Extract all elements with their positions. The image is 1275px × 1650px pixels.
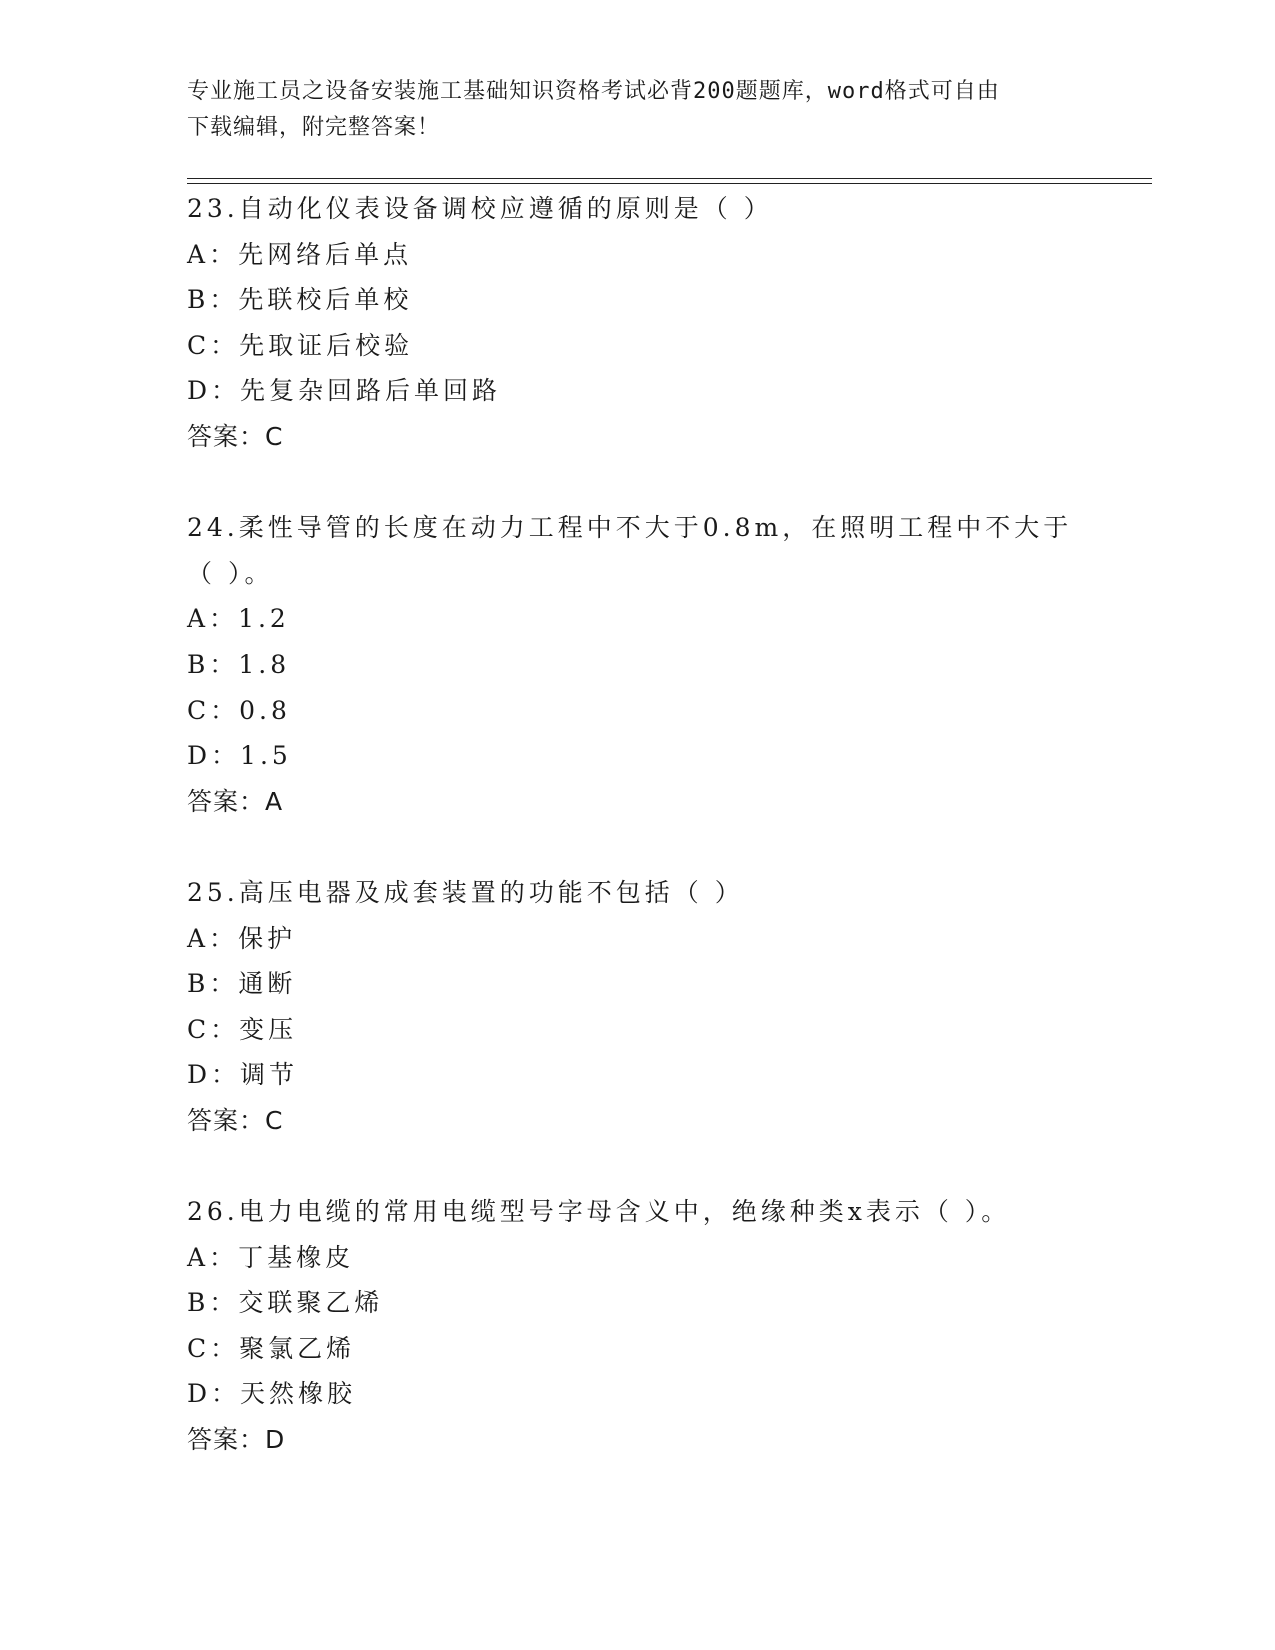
question-spacer xyxy=(187,824,1087,870)
option-text: 0.8 xyxy=(239,695,291,725)
option-label: A： xyxy=(187,239,239,269)
option-c xyxy=(187,1007,1087,1053)
answer-line: 答案：D xyxy=(187,1425,286,1455)
option-text: 调节 xyxy=(240,1060,299,1090)
option-label: A： xyxy=(187,604,239,634)
option-label: C： xyxy=(187,1014,240,1044)
option-label: B： xyxy=(187,649,239,679)
option-a xyxy=(187,596,1087,642)
option-b xyxy=(187,642,1087,688)
option-label: A： xyxy=(187,923,239,953)
option-label: B： xyxy=(187,285,239,315)
option-d xyxy=(187,1052,1087,1098)
option-text: 先联校后单校 xyxy=(238,285,413,315)
header-line-1: 专业施工员之设备安装施工基础知识资格考试必背200题题库，word格式可自由 xyxy=(187,79,1000,104)
option-d xyxy=(187,1371,1087,1417)
option-text: 交联聚乙烯 xyxy=(238,1288,384,1318)
question-23 xyxy=(187,186,1087,460)
option-label: C： xyxy=(187,330,240,360)
option-text: 先复杂回路后单回路 xyxy=(240,376,502,406)
option-label: D： xyxy=(187,376,241,406)
question-text: 25.高压电器及成套装置的功能不包括（ ） xyxy=(187,877,744,907)
option-label: D： xyxy=(187,741,241,771)
option-label: B： xyxy=(187,1288,239,1318)
option-label: B： xyxy=(187,969,239,999)
answer-line: 答案：C xyxy=(187,1105,284,1135)
option-text: 保护 xyxy=(238,923,297,953)
option-text: 1.5 xyxy=(240,741,292,771)
option-b xyxy=(187,277,1087,323)
option-d xyxy=(187,733,1087,779)
question-text: 26.电力电缆的常用电缆型号字母含义中，绝缘种类x表示（ ）。 xyxy=(187,1197,1011,1227)
answer-line: 答案：A xyxy=(187,786,284,816)
option-c xyxy=(187,688,1087,734)
option-text: 丁基橡皮 xyxy=(238,1242,355,1272)
answer-line: 答案：C xyxy=(187,421,284,451)
option-a xyxy=(187,1235,1087,1281)
option-text: 通断 xyxy=(238,969,297,999)
option-label: C： xyxy=(187,1333,240,1363)
question-25 xyxy=(187,870,1087,1144)
document-header xyxy=(187,74,1087,146)
option-a xyxy=(187,916,1087,962)
question-text: 23.自动化仪表设备调校应遵循的原则是（ ） xyxy=(187,194,773,223)
question-spacer xyxy=(187,1143,1087,1189)
option-label: A： xyxy=(187,1242,239,1272)
question-26 xyxy=(187,1189,1087,1463)
option-label: C： xyxy=(187,695,240,725)
header-divider-top xyxy=(187,178,1152,179)
question-text: 24.柔性导管的长度在动力工程中不大于0.8m，在照明工程中不大于（ ）。 xyxy=(187,513,1073,588)
option-c xyxy=(187,1326,1087,1372)
option-b xyxy=(187,961,1087,1007)
question-24 xyxy=(187,505,1087,824)
option-text: 聚氯乙烯 xyxy=(239,1333,356,1363)
option-label: D： xyxy=(187,1060,241,1090)
question-spacer xyxy=(187,460,1087,506)
option-label: D： xyxy=(187,1379,241,1409)
header-line-2: 下载编辑，附完整答案！ xyxy=(187,115,441,140)
option-text: 1.2 xyxy=(238,604,290,634)
option-d xyxy=(187,368,1087,414)
option-text: 1.8 xyxy=(238,649,291,679)
option-text: 先网络后单点 xyxy=(238,239,413,269)
option-text: 先取证后校验 xyxy=(239,330,414,360)
option-a xyxy=(187,232,1087,278)
option-b xyxy=(187,1280,1087,1326)
option-text: 变压 xyxy=(239,1014,298,1044)
question-list xyxy=(187,186,1087,1463)
header-divider-bottom xyxy=(187,183,1152,184)
option-text: 天然橡胶 xyxy=(240,1379,357,1409)
option-c xyxy=(187,323,1087,369)
